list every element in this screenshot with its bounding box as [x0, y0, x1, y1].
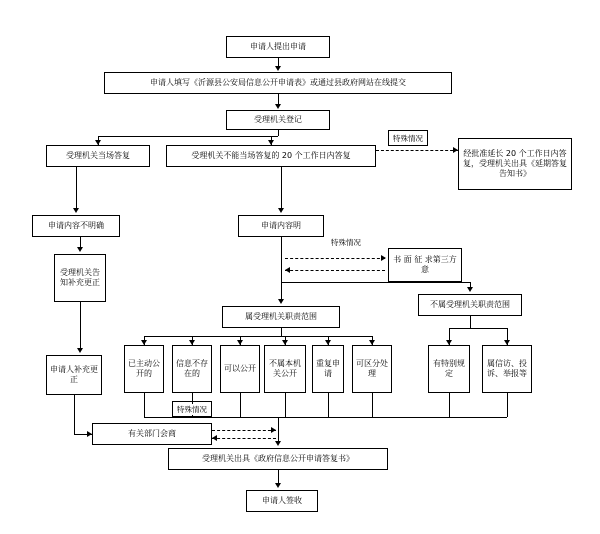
node-label: 不属本机关公开: [269, 359, 301, 378]
node-label: 重复申请: [316, 359, 340, 378]
node-label: 受理机关不能当场答复的 20 个工作日内答复: [191, 151, 351, 160]
node-content-unclear[interactable]: [32, 215, 120, 237]
node-label: 申请内容明: [261, 221, 301, 230]
node-label: 有特别规定: [433, 359, 465, 378]
node-label: 属信访、投诉、举报等: [487, 359, 527, 378]
node-label: 申请人签收: [262, 496, 302, 505]
node-label: 不属受理机关职责范围: [430, 300, 510, 309]
node-label: 可区分处理: [356, 359, 388, 378]
node-extension-notice[interactable]: [458, 138, 572, 190]
node-label: 申请人提出申请: [250, 42, 306, 51]
node-label: 书 面 征 求第三方意: [393, 255, 457, 274]
edge-label-special-case-3: 特殊情况: [177, 405, 207, 414]
node-label: 申请内容不明确: [48, 221, 104, 230]
node-notify-supplement[interactable]: [54, 254, 106, 302]
node-within-duty[interactable]: [222, 306, 340, 328]
node-fill-form[interactable]: [104, 72, 452, 94]
node-label: 信息不存在的: [176, 359, 208, 378]
node-special-rules[interactable]: [428, 345, 470, 393]
node-register[interactable]: [226, 110, 330, 130]
node-apply-submit[interactable]: [226, 36, 330, 58]
node-separable-handling[interactable]: [352, 345, 392, 393]
node-applicant-supplement[interactable]: [46, 355, 102, 395]
edge-label-special-case-1: 特殊情况: [393, 134, 423, 143]
node-label: 受理机关当场答复: [66, 151, 130, 160]
node-can-disclose[interactable]: [220, 345, 260, 393]
node-outside-duty[interactable]: [418, 294, 522, 316]
node-label: 受理机关告知补充更正: [60, 268, 100, 287]
edge-label-special-case-2: 特殊情况: [331, 238, 361, 247]
node-label: 属受理机关职责范围: [245, 312, 317, 321]
node-label: 申请人补充更正: [50, 365, 98, 384]
node-label: 经批准延长 20 个工作日内答复，受理机关出具《延期答复告知书》: [463, 149, 567, 178]
node-department-consult[interactable]: [92, 423, 212, 445]
node-info-not-exist[interactable]: [172, 345, 212, 393]
node-third-party-opinion[interactable]: [388, 248, 462, 282]
node-content-clear[interactable]: [238, 215, 324, 237]
node-issue-reply-letter[interactable]: [168, 448, 388, 470]
node-label: 已主动公开的: [128, 359, 160, 378]
node-onsite-reply[interactable]: [46, 145, 150, 167]
node-repeat-application[interactable]: [312, 345, 344, 393]
node-petition-complaint[interactable]: [482, 345, 532, 393]
node-20day-reply[interactable]: [166, 145, 376, 167]
node-label: 有关部门会商: [128, 429, 176, 438]
node-label: 受理机关出具《政府信息公开申请答复书》: [202, 454, 354, 463]
node-label: 可以公开: [224, 364, 256, 373]
node-already-public[interactable]: [124, 345, 164, 393]
node-label: 申请人填写《沂源县公安局信息公开申请表》或通过县政府网站在线提交: [150, 78, 406, 87]
node-not-this-agency[interactable]: [264, 345, 306, 393]
node-applicant-receipt[interactable]: [246, 490, 318, 512]
node-label: 受理机关登记: [254, 115, 302, 124]
